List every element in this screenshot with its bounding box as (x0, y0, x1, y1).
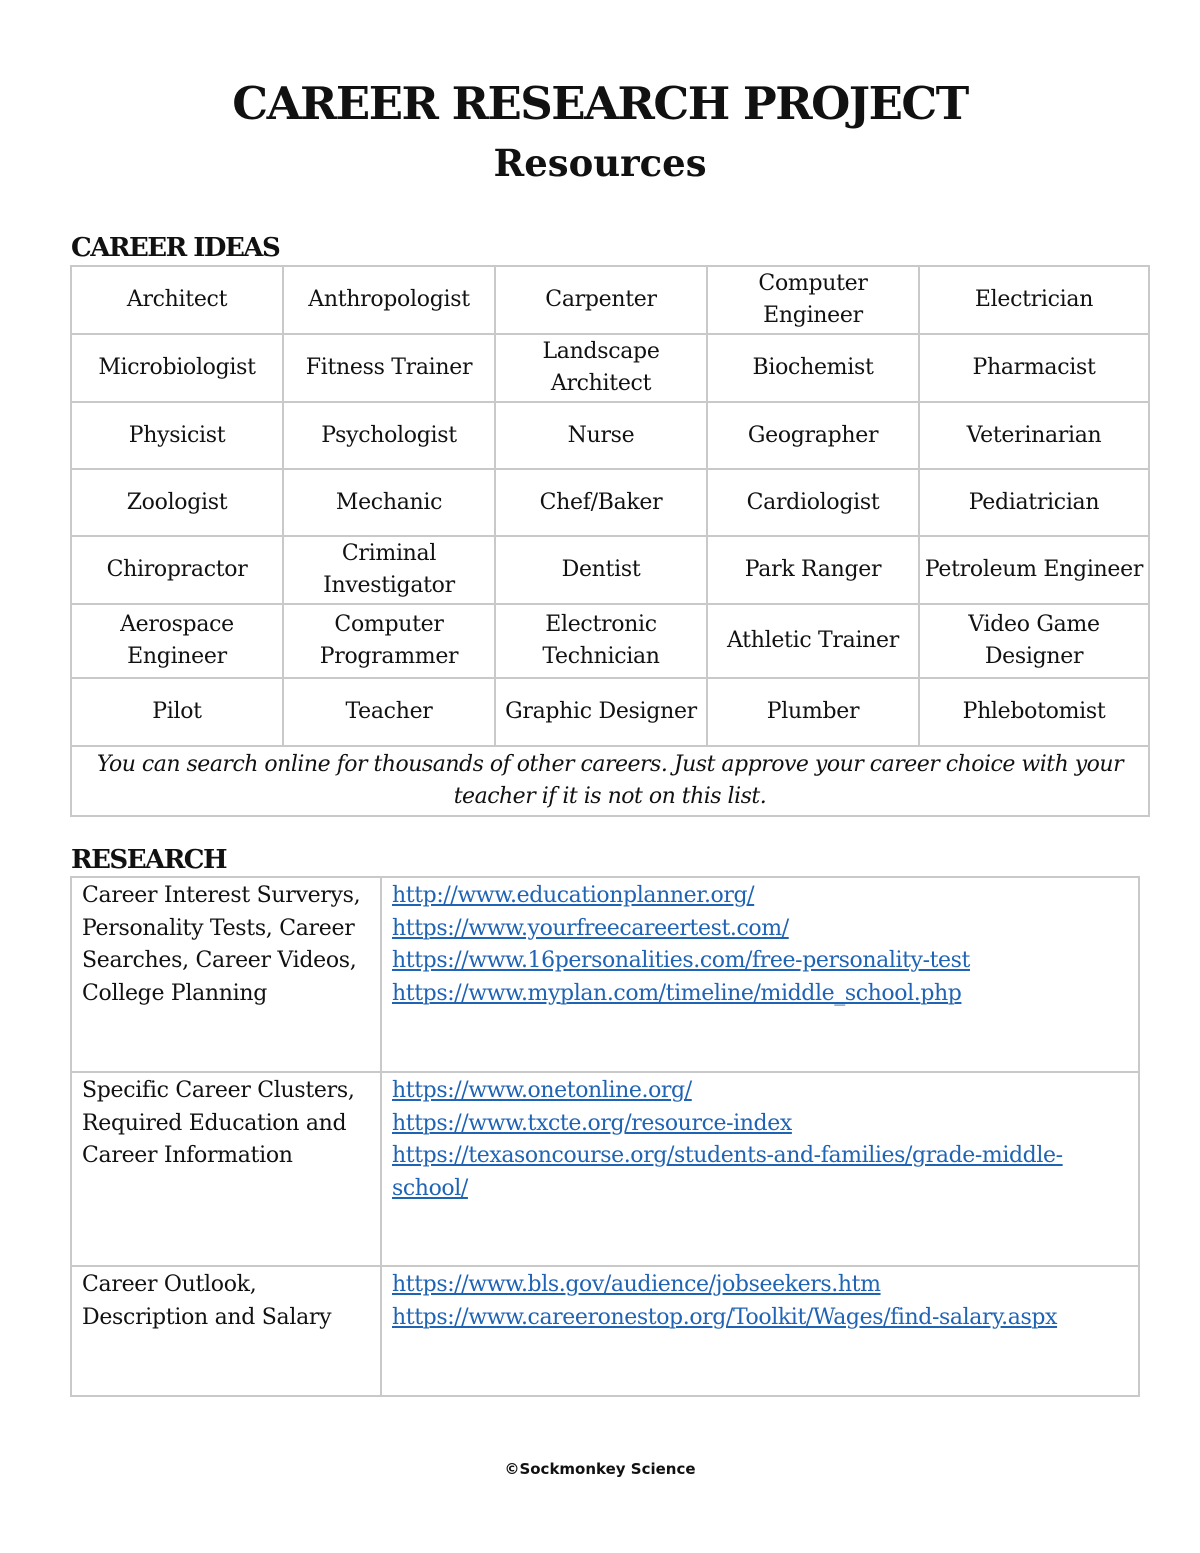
career-note-row (71, 746, 1149, 816)
career-cell: Veterinarian (919, 402, 1149, 469)
career-cell: Aerospace Engineer (71, 604, 283, 678)
research-links (381, 1266, 1139, 1396)
copyright-footer: ©Sockmonkey Science (504, 1460, 696, 1478)
research-topic: Specific Career Clusters, Required Education and Career Information (71, 1072, 381, 1266)
resource-link[interactable]: https://www.myplan.com/timeline/middle_school.php (392, 980, 962, 1006)
career-cell: Electronic Technician (495, 604, 707, 678)
resource-link[interactable]: https://www.yourfreecareertest.com/ (392, 915, 789, 941)
page-title: CAREER RESEARCH PROJECT (232, 77, 968, 130)
career-cell: Geographer (707, 402, 919, 469)
career-row (71, 536, 1149, 604)
career-note: You can search online for thousands of other careers. Just approve your career choice with your teacher if it is not on this list. (71, 746, 1149, 816)
career-cell: Chiropractor (71, 536, 283, 604)
resource-link[interactable]: https://www.16personalities.com/free-personality-test (392, 948, 970, 973)
career-cell: Computer Engineer (707, 266, 919, 334)
career-cell: Plumber (707, 678, 919, 746)
career-cell: Graphic Designer (495, 678, 707, 746)
career-cell: Teacher (283, 678, 495, 746)
career-cell: Zoologist (71, 469, 283, 536)
career-row (71, 402, 1149, 469)
career-cell: Anthropologist (283, 266, 495, 334)
career-cell: Biochemist (707, 334, 919, 402)
career-cell: Psychologist (283, 402, 495, 469)
career-cell: Physicist (71, 402, 283, 469)
resource-link[interactable]: https://www.bls.gov/audience/jobseekers.htm (392, 1272, 881, 1297)
career-ideas-heading: CAREER IDEAS (71, 233, 280, 263)
resource-link[interactable]: https://www.onetonline.org/ (392, 1078, 692, 1103)
career-cell: Nurse (495, 402, 707, 469)
resource-link[interactable]: https://www.txcte.org/resource-index (392, 1110, 792, 1136)
research-heading: RESEARCH (71, 845, 227, 875)
career-ideas-table (70, 265, 1150, 817)
career-row (71, 678, 1149, 746)
career-cell: Video Game Designer (919, 604, 1149, 678)
career-cell: Athletic Trainer (707, 604, 919, 678)
career-cell: Pilot (71, 678, 283, 746)
career-cell: Carpenter (495, 266, 707, 334)
research-row (71, 1072, 1139, 1266)
career-cell: Criminal Investigator (283, 536, 495, 604)
career-cell: Cardiologist (707, 469, 919, 536)
page-subtitle: Resources (493, 141, 707, 185)
research-row (71, 877, 1139, 1072)
career-cell: Phlebotomist (919, 678, 1149, 746)
research-topic: Career Interest Surverys, Personality Tests, Career Searches, Career Videos, College Planning (71, 877, 381, 1072)
career-cell: Pediatrician (919, 469, 1149, 536)
career-cell: Architect (71, 266, 283, 334)
career-row (71, 469, 1149, 536)
research-row (71, 1266, 1139, 1396)
career-cell: Petroleum Engineer (919, 536, 1149, 604)
career-row (71, 266, 1149, 334)
career-cell: Pharmacist (919, 334, 1149, 402)
career-cell: Fitness Trainer (283, 334, 495, 402)
career-cell: Computer Programmer (283, 604, 495, 678)
career-cell: Landscape Architect (495, 334, 707, 402)
career-cell: Electrician (919, 266, 1149, 334)
career-cell: Microbiologist (71, 334, 283, 402)
career-cell: Dentist (495, 536, 707, 604)
resource-link[interactable]: http://www.educationplanner.org/ (392, 883, 755, 908)
research-links (381, 1072, 1139, 1266)
resource-link[interactable]: https://texasoncourse.org/students-and-families/grade-middle-school/ (392, 1143, 1063, 1201)
career-row (71, 604, 1149, 678)
resource-link[interactable]: https://www.careeronestop.org/Toolkit/Wages/find-salary.aspx (392, 1304, 1058, 1330)
career-cell: Mechanic (283, 469, 495, 536)
career-row (71, 334, 1149, 402)
research-table (70, 876, 1140, 1397)
research-topic: Career Outlook, Description and Salary (71, 1266, 381, 1396)
career-cell: Park Ranger (707, 536, 919, 604)
career-cell: Chef/Baker (495, 469, 707, 536)
research-links (381, 877, 1139, 1072)
